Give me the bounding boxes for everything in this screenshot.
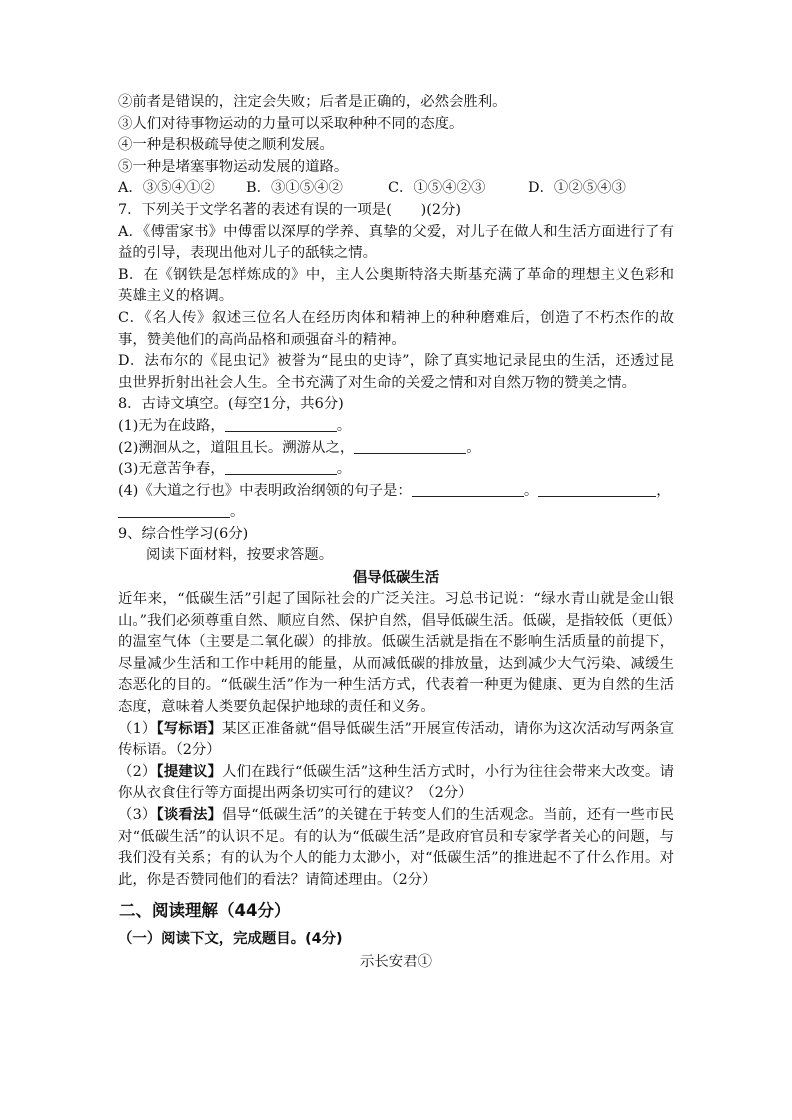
q6-option-a: A．③⑤④①② (118, 180, 215, 197)
subquestion-tag: 【提建议】 (156, 763, 223, 780)
answer-blank[interactable] (225, 460, 337, 475)
q6-item-4: ④一种是积极疏导使之顺利发展。 (118, 137, 334, 154)
q9-stem: 9、综合性学习(6分) (118, 525, 249, 542)
question-6-items (118, 92, 674, 200)
q8-line-4-mid: 。 (523, 482, 539, 499)
material-title: 倡导低碳生活 (352, 570, 440, 587)
q9-subquestion-2 (118, 762, 674, 805)
q6-item-5: ⑤一种是堵塞事物运动发展的道路。 (118, 158, 349, 175)
answer-blank[interactable] (538, 482, 656, 497)
q8-line-2-text: (2)溯洄从之，道阻且长。溯游从之， (118, 439, 355, 456)
answer-blank[interactable] (225, 417, 337, 432)
q9-subquestion-1 (118, 719, 674, 762)
exam-page (118, 92, 674, 973)
subsection-heading: （一）阅读下文，完成题目。(4分) (118, 931, 343, 948)
q6-item-3: ③人们对待事物运动的力量可以采取种种不同的态度。 (118, 115, 464, 132)
q8-line-3 (118, 459, 674, 481)
subquestion-tag: 【写标语】 (156, 720, 223, 737)
subquestion-tag: 【谈看法】 (156, 807, 223, 823)
question-8 (118, 394, 674, 524)
q9-subquestion-3 (118, 805, 674, 891)
q8-line-4-text: (4)《大道之行也》中表明政治纲领的句子是： (118, 482, 412, 499)
q7-option-c: C．《名人传》叙述三位名人在经历肉体和精神上的种种磨难后，创造了不朽杰作的故事，赞美他们的高尚品格和顽强奋斗的精神。 (118, 309, 674, 348)
q8-line-2-end: 。 (466, 439, 481, 456)
subquestion-text: 人们在践行“低碳生活”这种生活方式时，小行为往往会带来大改变。请你从衣食住行等方面提出两条切实可行的建议？（2分） (118, 763, 674, 802)
q8-line-5 (118, 502, 674, 524)
q6-item-2: ②前者是错误的，注定会失败；后者是正确的，必然会胜利。 (118, 94, 507, 110)
question-9 (118, 524, 674, 892)
q8-line-3-end: 。 (336, 461, 352, 478)
q8-line-3-text: (3)无意苦争春， (118, 461, 225, 478)
section-2 (118, 899, 674, 973)
q8-line-2 (118, 438, 674, 460)
subquestion-number: （3） (118, 807, 157, 823)
q7-option-d: D．法布尔的《昆虫记》被誉为“昆虫的史诗”，除了真实地记录昆虫的生活，还透过昆虫世界折射出社会人生。全书充满了对生命的关爱之情和对自然万物的赞美之情。 (118, 353, 674, 391)
q7-stem: 7．下列关于文学名著的表述有误的一项是( )(2分) (118, 201, 461, 218)
answer-blank[interactable] (118, 503, 230, 518)
q6-options (118, 178, 674, 200)
material-passage: 近年来，“低碳生活”引起了国际社会的广泛关注。习总书记说：“绿水青山就是金山银山。”我们必须尊重自然、顺应自然、保护自然，倡导低碳生活。低碳，是指较低（更低）的温室气体（主要是二氧化碳）的排放。低碳生活就是指在不影响生活质量的前提下，尽量减少生活和工作中耗用的能量，从而减低碳的排放量，达到减少大气污染、减缓生态恶化的目的。“低碳生活”作为一种生活方式，代表着一种更为健康、更为自然的生活态度，意味着人类要负起保护地球的责任和义务。 (118, 591, 674, 716)
q9-instruction: 阅读下面材料，按要求答题。 (146, 547, 334, 564)
q6-option-d: D．①②⑤④③ (528, 180, 626, 197)
subquestion-number: （1） (118, 720, 157, 737)
answer-blank[interactable] (354, 439, 466, 454)
q6-option-c: C．①⑤④②③ (388, 180, 486, 197)
q7-option-b: B．在《钢铁是怎样炼成的》中，主人公奥斯特洛夫斯基充满了革命的理想主义色彩和英雄主义的格调。 (118, 266, 674, 305)
subquestion-text: 倡导“低碳生活”的关键在于转变人们的生活观念。当前，还有一些市民对“低碳生活”的认识不足。有的认为“低碳生活”是政府官员和专家学者关心的问题，与我们没有关系；有的认为个人的能力太渺小，对“低碳生活”的推进起不了什么作用。对此，你是否赞同他们的看法？请简述理由。（2分） (118, 807, 674, 888)
poem-title: 示长安君① (360, 954, 432, 971)
q8-line-1 (118, 416, 674, 438)
q8-line-4 (118, 481, 674, 503)
q8-line-1-text: (1)无为在歧路， (118, 417, 225, 434)
section-heading: 二、阅读理解（44分） (119, 901, 291, 921)
subquestion-text: 某区正准备就“倡导低碳生活”开展宣传活动，请你为这次活动写两条宣传标语。（2分） (118, 720, 674, 759)
q8-stem: 8．古诗文填空。(每空1分，共6分) (118, 396, 344, 413)
subquestion-number: （2） (118, 763, 157, 780)
answer-blank[interactable] (412, 482, 524, 497)
q8-line-1-end: 。 (336, 417, 352, 434)
q6-option-b: B．③①⑤④② (246, 180, 343, 197)
q8-line-5-end: 。 (230, 504, 245, 521)
q8-line-4-end: ， (656, 482, 671, 499)
question-7 (118, 200, 674, 394)
q7-option-a: A．《傅雷家书》中傅雷以深厚的学养、真挚的父爱，对儿子在做人和生活方面进行了有益的引导，表现出他对儿子的舐犊之情。 (118, 223, 674, 262)
